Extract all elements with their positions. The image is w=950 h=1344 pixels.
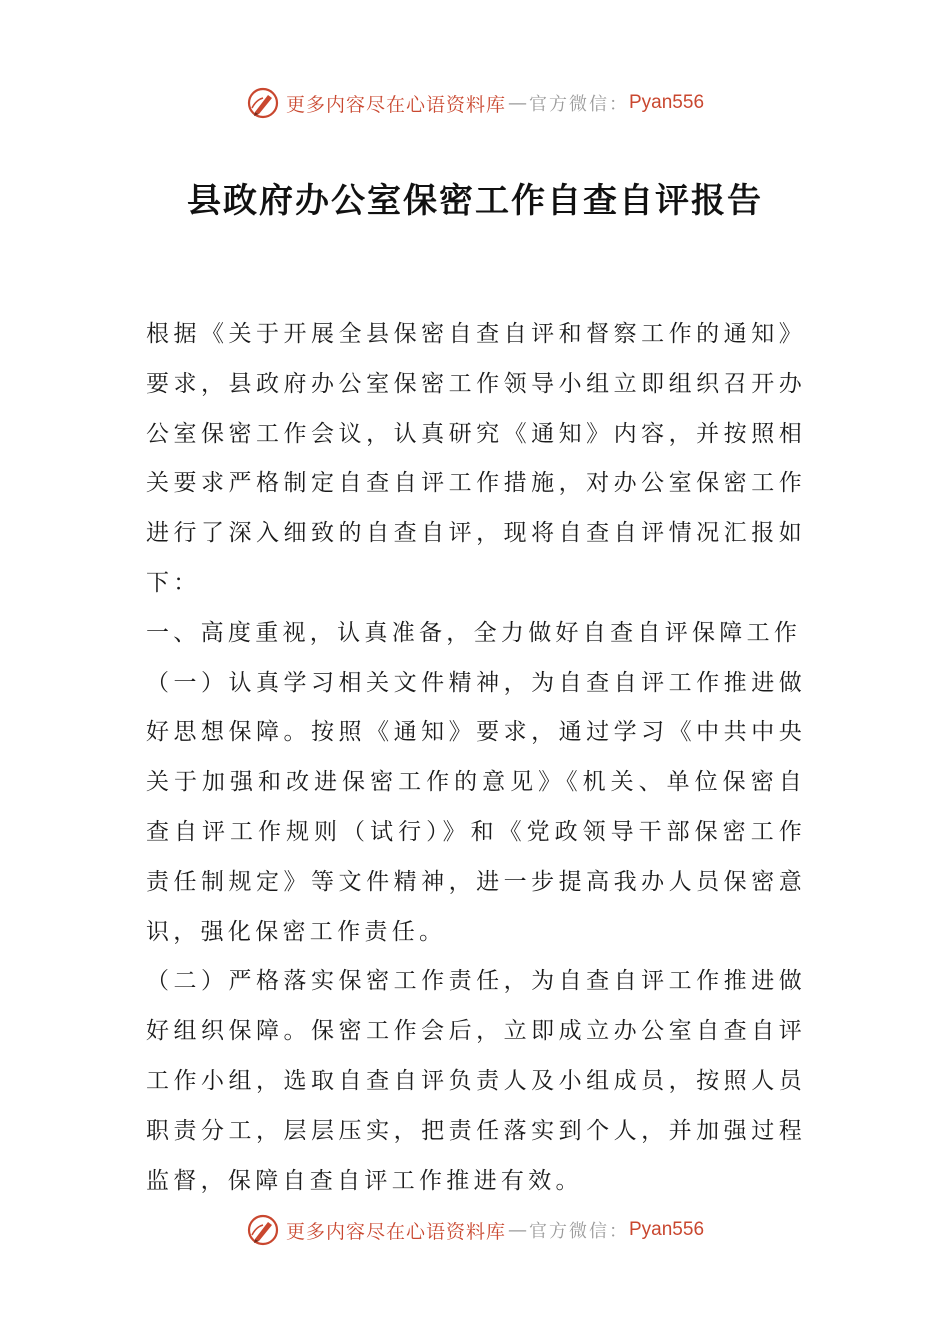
- banner-wechat-id: Pyan556: [629, 92, 705, 113]
- footer-banner: [0, 1210, 950, 1250]
- pen-logo-icon: [246, 86, 280, 120]
- header-banner: [0, 83, 950, 123]
- section-heading-1: 一、高度重视，认真准备，全力做好自查自评保障工作: [146, 619, 802, 646]
- banner-separator: —: [508, 92, 527, 114]
- banner-wechat-label: 官方微信：: [529, 94, 629, 115]
- banner-separator: —: [508, 1219, 527, 1241]
- paragraph-section-1-2: （二）严格落实保密工作责任，为自查自评工作推进做好组织保障。保密工作会后，立即成立办公室自查自评工作小组，选取自查自评负责人及小组成员，按照人员职责分工，层层压实，把责任落实到个人，并加强过程监督，保障自查自评工作推进有效。: [146, 968, 806, 1194]
- paragraph-intro: 根据《关于开展全县保密自查自评和督察工作的通知》要求，县政府办公室保密工作领导小组立即组织召开办公室保密工作会议，认真研究《通知》内容，并按照相关要求严格制定自查自评工作措施，对办公室保密工作进行了深入细致的自查自评，现将自查自评情况汇报如下：: [146, 321, 806, 596]
- banner-wechat-id: Pyan556: [629, 1219, 705, 1240]
- paragraph-section-1-1: （一）认真学习相关文件精神，为自查自评工作推进做好思想保障。按照《通知》要求，通过学习《中共中央关于加强和改进保密工作的意见》《机关、单位保密自查自评工作规则（试行）》和《党政领导干部保密工作责任制规定》等文件精神，进一步提高我办人员保密意识，强化保密工作责任。: [146, 669, 806, 945]
- banner-brand-text: 更多内容尽在心语资料库: [285, 93, 506, 116]
- banner-wechat-label: 官方微信：: [529, 1221, 629, 1242]
- document-body: [146, 310, 806, 1206]
- document-title: 县政府办公室保密工作自查自评报告: [187, 181, 763, 221]
- banner-brand-text: 更多内容尽在心语资料库: [285, 1220, 506, 1243]
- pen-logo-icon: [246, 1213, 280, 1247]
